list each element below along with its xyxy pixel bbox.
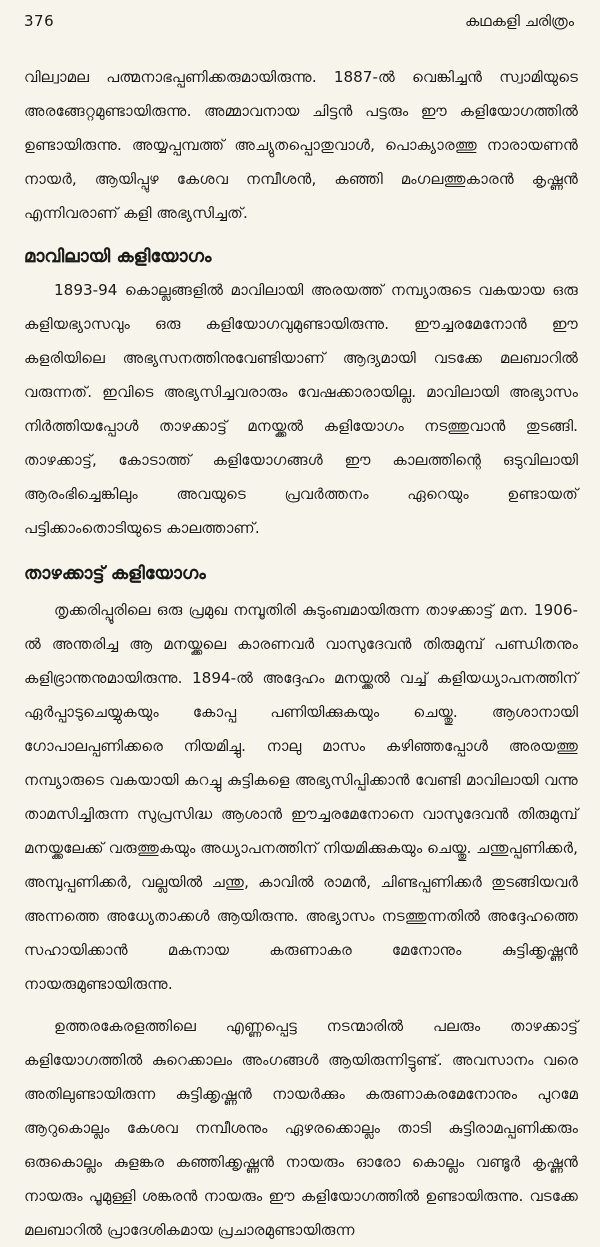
- page-body: [24, 60, 578, 1247]
- running-title: കഥകളി ചരിത്രം: [464, 12, 574, 30]
- paragraph: ഉത്തരകേരളത്തിലെ എണ്ണപ്പെട്ട നടന്മാരിൽ പലരും താഴക്കാട്ട് കളിയോഗത്തിൽ കുറെക്കാലം അംഗങ്ങൾ ആയിരുന്നിട്ടുണ്ട്. അവസാനം വരെ അതിലുണ്ടായിരുന്ന കുട്ടിക്കൃഷ്ണൻ നായർക്കും കരുണാകരമേനോനും പുറമേ ആറുകൊല്ലം കേശവ നമ്പീശനും ഏഴരക്കൊല്ലം താടി കുട്ടിരാമപ്പണിക്കരും ഒരുകൊല്ലം കുളങ്കര കഞ്ഞിക്കൃഷ്ണൻ നായരും ഓരോ കൊല്ലം വണ്ടൂർ കൃഷ്ണൻ നായരും പൂമുള്ളി ശങ്കരൻ നായരും ഈ കളിയോഗത്തിൽ ഉണ്ടായിരുന്നു. വടക്കേ മലബാറിൽ പ്രാദേശികമായ പ്രചാരമുണ്ടായിരുന്ന: [24, 1017, 578, 1239]
- paragraph: വില്വാമല പത്മനാഭപ്പണിക്കരുമായിരുന്നു. 1887-ൽ വെങ്കിച്ചൻ സ്വാമിയുടെ അരങ്ങേറ്റമുണ്ടായിരുന്നു. അമ്മാവനായ ചിട്ടൻ പട്ടരും ഈ കളിയോഗത്തിൽ ഉണ്ടായിരുന്നു. അയ്യപ്പമ്പത്ത് അച്യുതപ്പൊതുവാൾ, പൊക്യാരത്തു നാരായണൻ നായർ, ആയിപ്പുഴ കേശവ നമ്പീശൻ, കഞ്ഞി മംഗലത്തുകാരൻ കൃഷ്ണൻ എന്നിവരാണ് കളി അഭ്യസിച്ചത്.: [24, 68, 578, 222]
- section-heading-mavilayi: മാവിലായി കളിയോഗം: [24, 246, 212, 267]
- page-header: [24, 12, 578, 38]
- paragraph: 1893-94 കൊല്ലങ്ങളിൽ മാവിലായി അരയത്ത് നമ്പ്യാരുടെ വകയായ ഒരു കളിയഭ്യാസവും ഒരു കളിയോഗവുമുണ്ടായിരുന്നു. ഈച്ചരമേനോൻ ഈ കളരിയിലെ അഭ്യസനത്തിനുവേണ്ടിയാണ് ആദ്യമായി വടക്കേ മലബാറിൽ വരുന്നത്. ഇവിടെ അഭ്യസിച്ചവരാരും വേഷക്കാരായില്ല. മാവിലായി അഭ്യാസം നിർത്തിയപ്പോൾ താഴക്കാട്ട് മനയ്ക്കൽ കളിയോഗം നടത്തുവാൻ തുടങ്ങി. താഴക്കാട്ട്, കോടാത്ത് കളിയോഗങ്ങൾ ഈ കാലത്തിന്റെ ഒടുവിലായി ആരംഭിച്ചെങ്കിലും അവയുടെ പ്രവർത്തനം ഏറെയും ഉണ്ടായത് പട്ടിക്കാംതൊടിയുടെ കാലത്താണ്.: [24, 281, 578, 537]
- paragraph: തൃക്കരിപ്പൂരിലെ ഒരു പ്രമുഖ നമ്പൂതിരി കുടുംബമായിരുന്ന താഴക്കാട്ട് മന. 1906-ൽ അന്തരിച്ച ആ മനയ്ക്കലെ കാരണവർ വാസുദേവൻ തിരുമുമ്പ് പണ്ഡിതനും കളിഭ്രാന്തനുമായിരുന്നു. 1894-ൽ അദ്ദേഹം മനയ്ക്കൽ വച്ച് കളിയധ്യാപനത്തിന് ഏർപ്പാടുചെയ്യുകയും കോപ്പ പണിയിക്കുകയും ചെയ്തു. ആശാനായി ഗോപാലപ്പണിക്കരെ നിയമിച്ചു. നാലു മാസം കഴിഞ്ഞപ്പോൾ അരയത്തു നമ്പ്യാരുടെ വകയായി കറച്ചു കുട്ടികളെ അഭ്യസിപ്പിക്കാൻ വേണ്ടി മാവിലായി വന്നു താമസിച്ചിരുന്ന സുപ്രസിദ്ധ ആശാൻ ഈച്ചരമേനോനെ വാസുദേവൻ തിരുമുമ്പ് മനയ്ക്കലേക്ക് വരുത്തുകയും അധ്യാപനത്തിന് നിയമിക്കുകയും ചെയ്തു. ചന്തുപ്പണിക്കർ, അമ്പുപ്പണിക്കർ, വല്ലയിൽ ചന്തു, കാവിൽ രാമൻ, ചിണ്ടപ്പണിക്കർ തുടങ്ങിയവർ അന്നത്തെ അധ്യേതാക്കൾ ആയിരുന്നു. അഭ്യാസം നടത്തുന്നതിൽ അദ്ദേഹത്തെ സഹായിക്കാൻ മകനായ കരുണാകര മേനോനും കുട്ടിക്കൃഷ്ണൻ നായരുമുണ്ടായിരുന്നു.: [24, 601, 579, 993]
- section-heading-thazhakkattu: താഴക്കാട്ട് കളിയോഗം: [24, 563, 206, 584]
- page-number: 376: [24, 12, 55, 30]
